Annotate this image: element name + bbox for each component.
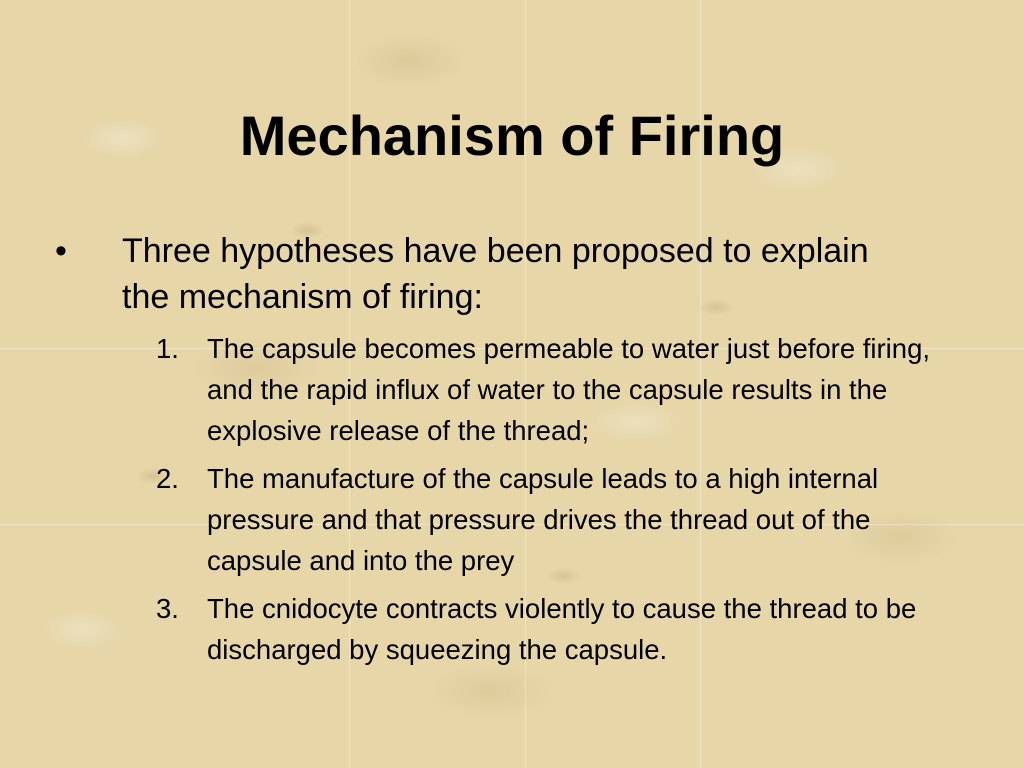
item-number: 1.	[156, 333, 179, 364]
hypothesis-item	[0, 588, 947, 670]
hypotheses-list	[0, 328, 1024, 670]
item-text: The cnidocyte contracts violently to cause the thread to be discharged by squeezing the capsule.	[207, 593, 917, 665]
main-bullet	[0, 228, 882, 320]
hypothesis-item	[0, 328, 947, 451]
item-number: 3.	[156, 593, 179, 624]
item-text: The capsule becomes permeable to water just before firing, and the rapid influx of water to the capsule results in the explosive release of the thread;	[207, 333, 931, 446]
slide-body	[0, 228, 1024, 677]
bullet-text: Three hypotheses have been proposed to explain the mechanism of firing:	[122, 232, 869, 316]
slide-title: Mechanism of Firing	[239, 104, 785, 167]
bullet-icon: •	[55, 232, 67, 270]
item-number: 2.	[156, 463, 179, 494]
hypothesis-item	[0, 458, 947, 581]
item-text: The manufacture of the capsule leads to a high internal pressure and that pressure drives the thread out of the capsule and into the prey	[207, 463, 879, 576]
